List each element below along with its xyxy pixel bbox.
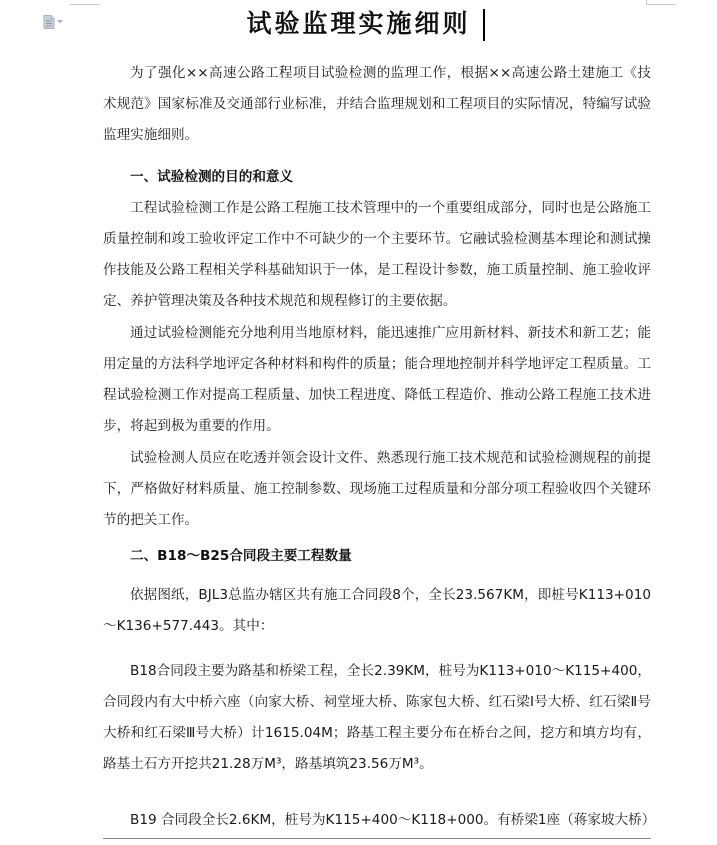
intro-paragraph: 为了强化××高速公路工程项目试验检测的监理工作，根据××高速公路土建施工《技术规范》国家标准及交通部行业标准，并结合监理规划和工程项目的实际情况，特编写试验监理实施细则。 bbox=[103, 65, 651, 143]
page-corner-mark-right-vertical bbox=[646, 0, 648, 5]
section1-paragraph-3: 试验检测人员应在吃透并领会设计文件、熟悉现行施工技术规范和试验检测规程的前提下，严格做好材料质量、施工控制参数、现场施工过程质量和分部分项工程验收四个关键环节的把关工作。 bbox=[103, 450, 651, 528]
section2-paragraph-3: B19 合同段全长2.6KM，桩号为K115+400～K118+000。有桥梁1座（蒋家坡大桥） bbox=[130, 812, 656, 828]
section2-paragraph-2: B18合同段主要为路基和桥梁工程，全长2.39KM，桩号为K113+010～K115+400，合同段内有大中桥六座（向家大桥、祠堂垭大桥、陈家包大桥、红石梁Ⅰ号大桥、红石梁Ⅱ号大桥和红石梁Ⅲ号大桥）计1615.04M；路基工程主要分布在桥台之间，挖方和填方均有，路基土石方开挖共21.28万M³，路基填筑23.56万M³。 bbox=[103, 663, 651, 772]
section1-paragraph-2: 通过试验检测能充分地利用当地原材料，能迅速推广应用新材料、新技术和新工艺；能用定量的方法科学地评定各种材料和构件的质量；能合理地控制并科学地评定工程质量。工程试验检测工作对提高工程质量、加快工程进度、降低工程造价、推动公路工程施工技术进步，将起到极为重要的作用。 bbox=[103, 325, 651, 434]
page-bottom-rule bbox=[103, 838, 651, 840]
section2-paragraph-1: 依据图纸，BJL3总监办辖区共有施工合同段8个，全长23.567KM，即桩号K113+010～K136+577.443。其中： bbox=[103, 587, 651, 634]
section1-heading: 一、试验检测的目的和意义 bbox=[130, 169, 294, 185]
section2-heading: 二、B18～B25合同段主要工程数量 bbox=[130, 548, 352, 564]
text-cursor bbox=[483, 9, 485, 41]
document-title: 试验监理实施细则 bbox=[246, 9, 471, 38]
section1-paragraph-1: 工程试验检测工作是公路工程施工技术管理中的一个重要组成部分，同时也是公路施工质量控制和竣工验收评定工作中不可缺少的一个主要环节。它融试验检测基本理论和测试操作技能及公路工程相关学科基础知识于一体，是工程设计参数，施工质量控制、施工验收评定、养护管理决策及各种技术规范和规程修订的主要依据。 bbox=[103, 200, 651, 309]
